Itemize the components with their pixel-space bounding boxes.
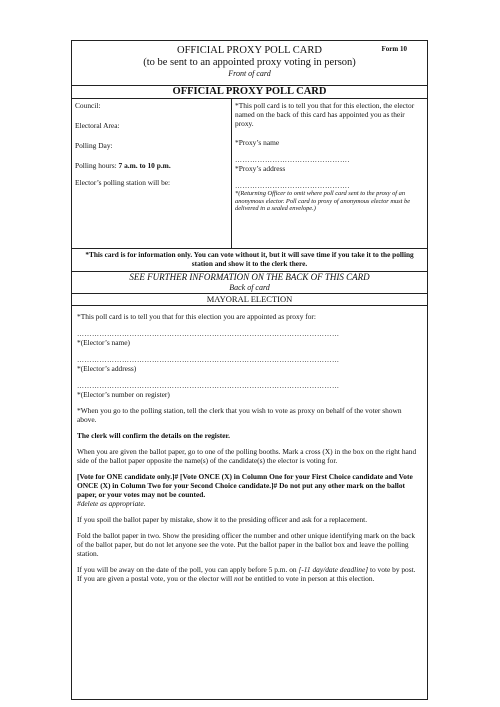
proxy-address-label: *Proxy’s address	[235, 164, 286, 173]
vote-instructions: [Vote for ONE candidate only.]# [Vote ONCE (X) in Column One for your First Choice candidate and Vote ONCE (X) in Column Two for your Second Choice candidate.]# Do not put any other mark on the ballot paper, or your votes may not be counted.	[77, 472, 413, 499]
back-intro: *This poll card is to tell you that for this election you are appointed as proxy for:	[77, 312, 316, 321]
info-notice	[72, 248, 427, 271]
council-label: Council:	[75, 101, 101, 110]
form-number: Form 10	[381, 45, 407, 53]
polling-hours	[75, 161, 228, 170]
back-body	[72, 305, 427, 699]
away-instruction	[77, 565, 422, 583]
spoil-instruction: If you spoil the ballot paper by mistake, show it to the presiding officer and ask for a replacement.	[77, 515, 368, 524]
ballot-paper-instruction: When you are given the ballot paper, go to one of the polling booths. Mark a cross (X) in the box on the right hand side of the ballot paper opposite the name(s) of the candidate(s) the elector is voting for.	[77, 447, 417, 465]
proxy-poll-card	[71, 40, 428, 700]
polling-hours-value: 7 a.m. to 10 p.m.	[118, 161, 171, 170]
elector-address-label: *(Elector’s address)	[77, 364, 137, 373]
proxy-name-line: ……………………………………….	[235, 156, 350, 164]
proxy-address-line: ……………………………………….	[235, 182, 350, 190]
away-deadline: [-11 day/date deadline]	[298, 565, 369, 574]
fold-instruction: Fold the ballot paper in two. Show the presiding officer the number and other unique identifying mark on the back of the ballot paper, but do not let anyone see the vote. Put the ballot paper in the ballot box and leave the polling station.	[77, 531, 416, 558]
polling-station-instruction: *When you go to the polling station, tell the clerk that you wish to vote as proxy on behalf of the voter shown above.	[77, 406, 402, 424]
front-columns	[72, 98, 427, 248]
elector-address-line: ……………………………………………………………………………………………	[77, 356, 340, 364]
see-further-info: SEE FURTHER INFORMATION ON THE BACK OF THIS CARD	[72, 271, 427, 283]
front-right-column	[232, 99, 427, 248]
delete-note: #delete as appropriate.	[77, 499, 146, 508]
polling-day-label: Polling Day:	[75, 141, 113, 150]
election-title: MAYORAL ELECTION	[72, 293, 427, 305]
away-part2: to vote by post. If you are given a postal vote, you or the elector will	[77, 565, 416, 583]
elector-number-line: ……………………………………………………………………………………………	[77, 382, 340, 390]
away-not: not	[234, 574, 244, 583]
polling-station-label: Elector’s polling station will be:	[75, 178, 171, 187]
back-of-card-label: Back of card	[229, 283, 270, 292]
card-subtitle: (to be sent to an appointed proxy voting in person)	[143, 57, 356, 68]
info-text: *This card is for information only. You can vote without it, but it will save time if you take it to the polling station and show it to the clerk there.	[85, 250, 414, 268]
away-part1: If you will be away on the date of the poll, you can apply before 5 p.m. on	[77, 565, 299, 574]
front-heading: OFFICIAL PROXY POLL CARD	[72, 85, 427, 98]
clerk-confirm: The clerk will confirm the details on the register.	[77, 431, 230, 440]
polling-hours-label: Polling hours:	[75, 161, 119, 170]
card-title: OFFICIAL PROXY POLL CARD	[177, 45, 322, 56]
card-header	[72, 41, 427, 83]
proxy-intro: *This poll card is to tell you that for this election, the elector named on the back of this card has appointed you as their proxy.	[235, 101, 415, 128]
elector-number-label: *(Elector’s number on register)	[77, 390, 170, 399]
elector-name-label: *(Elector’s name)	[77, 338, 131, 347]
front-left-column	[72, 99, 232, 248]
away-part3: be entitled to vote in person at this election.	[243, 574, 375, 583]
front-of-card-label: Front of card	[228, 69, 271, 78]
electoral-area-label: Electoral Area:	[75, 121, 120, 130]
elector-name-line: ……………………………………………………………………………………………	[77, 330, 340, 338]
proxy-name-label: *Proxy’s name	[235, 138, 280, 147]
returning-officer-note: *(Returning Officer to omit where poll card sent to the proxy of an anonymous elector. Poll card to proxy of anonymous elector must be delivered in a sealed envelope.)	[235, 190, 411, 213]
